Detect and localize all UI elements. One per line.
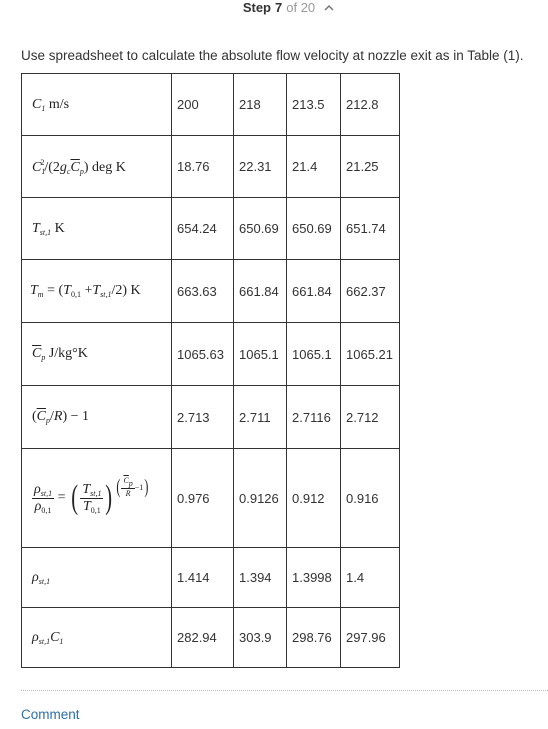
- table-row: [22, 449, 400, 548]
- table-row: [22, 74, 400, 136]
- table-cell: 1.3998: [287, 548, 341, 608]
- density-ratio-fraction: $\frac{\rho_{st,1}}{\rho_{0,1}}$: [34, 481, 53, 515]
- table-cell: 282.94: [172, 608, 234, 668]
- table-cell: 2.7116: [287, 386, 341, 449]
- table-cell: 1065.1: [287, 323, 341, 386]
- table-row: [22, 608, 400, 668]
- row-label-temp-rise: $C_1^2/(2g_c\overline{C}_p)$ deg K: [22, 136, 172, 198]
- table-cell: 1065.63: [172, 323, 234, 386]
- table-cell: 18.76: [172, 136, 234, 198]
- table-cell: 650.69: [234, 198, 287, 260]
- table-cell: 218: [234, 74, 287, 136]
- table-cell: 650.69: [287, 198, 341, 260]
- row-label-rho-st1: $\rho_{st,1}$: [22, 548, 172, 608]
- step-total: of 20: [286, 0, 316, 15]
- table-cell: 303.9: [234, 608, 287, 668]
- table-cell: 22.31: [234, 136, 287, 198]
- step-header: [0, 0, 548, 18]
- table-row: [22, 198, 400, 260]
- table-cell: 663.63: [172, 260, 234, 323]
- chevron-up-icon[interactable]: [323, 2, 335, 14]
- row-label-cp-over-r: $(\overline{C}_p/R) - 1$: [22, 386, 172, 449]
- table-cell: 2.712: [341, 386, 400, 449]
- row-label-tst1: $T_{st,1}$ K: [22, 198, 172, 260]
- table-cell: 0.9126: [234, 449, 287, 548]
- table-cell: 662.37: [341, 260, 400, 323]
- table-cell: 651.74: [341, 198, 400, 260]
- table-cell: 1.4: [341, 548, 400, 608]
- table-cell: 200: [172, 74, 234, 136]
- table-cell: 1065.1: [234, 323, 287, 386]
- results-table: [21, 73, 400, 668]
- row-label-tm: $T_m = (T_{0,1} +T_{st,1}/2)$ K: [22, 260, 172, 323]
- table-cell: 298.76: [287, 608, 341, 668]
- table-cell: 213.5: [287, 74, 341, 136]
- comment-link[interactable]: Comment: [21, 707, 80, 722]
- table-cell: 661.84: [287, 260, 341, 323]
- table-cell: 2.713: [172, 386, 234, 449]
- table-cell: 21.4: [287, 136, 341, 198]
- table-cell: 21.25: [341, 136, 400, 198]
- row-label-mass-flux: $\rho_{st,1}C_1$: [22, 608, 172, 668]
- row-label-cp: $\overline{C}_p$ J/kg°K: [22, 323, 172, 386]
- table-cell: 0.916: [341, 449, 400, 548]
- table-cell: 1065.21: [341, 323, 400, 386]
- table-row: [22, 386, 400, 449]
- step-label: Step: [242, 0, 271, 15]
- table-cell: 661.84: [234, 260, 287, 323]
- table-cell: 1.394: [234, 548, 287, 608]
- table-cell: 2.711: [234, 386, 287, 449]
- instruction-text: Use spreadsheet to calculate the absolute flow velocity at nozzle exit as in Table (1).: [21, 48, 524, 63]
- step-current: 7: [275, 0, 283, 15]
- table-cell: 654.24: [172, 198, 234, 260]
- table-cell: 0.976: [172, 449, 234, 548]
- table-row: [22, 136, 400, 198]
- row-label-c1: $C_1$ m/s: [22, 74, 172, 136]
- table-cell: 297.96: [341, 608, 400, 668]
- temperature-ratio-power: ( $\frac{T_{st,1}}{T_{0,1}}$ ) ( $\frac{\overline{C}_p}{R}$ −1 ): [71, 476, 149, 516]
- table-cell: 1.414: [172, 548, 234, 608]
- step-indicator[interactable]: [243, 0, 335, 16]
- table-row: [22, 323, 400, 386]
- table-row: [22, 260, 400, 323]
- row-label-density-ratio: $\frac{\rho_{st,1}}{\rho_{0,1}}$ = ( $\frac{T_{st,1}}{T_{0,1}}$ ) ( $\frac{\overline{C}_p}{R}$ −1 ): [22, 449, 172, 548]
- table-row: [22, 548, 400, 608]
- table-cell: 212.8: [341, 74, 400, 136]
- divider: [21, 690, 548, 691]
- table-cell: 0.912: [287, 449, 341, 548]
